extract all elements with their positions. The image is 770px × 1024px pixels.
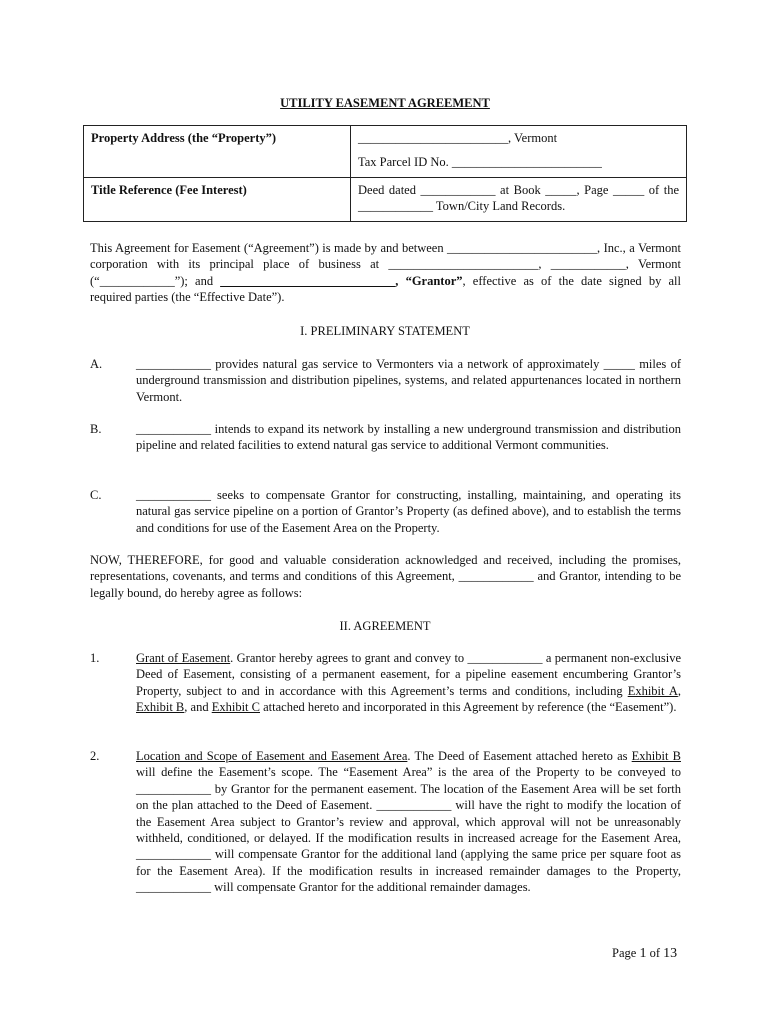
item-marker: 1. bbox=[90, 651, 100, 665]
agreement-item bbox=[90, 748, 681, 896]
preliminary-item bbox=[90, 356, 681, 405]
page-total: 13 bbox=[663, 946, 678, 961]
grantor-label: , “Grantor” bbox=[395, 273, 463, 288]
property-address-label: Property Address (the “Property”) bbox=[84, 126, 351, 178]
item-marker: C. bbox=[90, 488, 102, 502]
item-heading: Location and Scope of Easement and Easement Area bbox=[136, 749, 408, 763]
item-text bbox=[136, 748, 681, 896]
property-address-cell bbox=[351, 126, 687, 178]
item-text bbox=[136, 650, 681, 716]
title-reference-label: Title Reference (Fee Interest) bbox=[84, 177, 351, 221]
now-therefore-paragraph: NOW, THEREFORE, for good and valuable consideration acknowledged and received, including the promises, representations, covenants, and terms and conditions of this Agreement, ____________ and Grantor, intending to be legally bound, do hereby agree as follows: bbox=[90, 553, 681, 600]
intro-text-1: This Agreement for Easement (“Agreement”) is made by and between ________________________, Inc., a Vermont corporation with its principal place of business at ________________________, ____________, Vermont (“____________”); and bbox=[90, 241, 681, 288]
page-prefix: Page bbox=[612, 946, 640, 960]
item-marker: 2. bbox=[90, 749, 100, 763]
item-text-sep: , and bbox=[184, 700, 212, 715]
item-marker: A. bbox=[90, 357, 103, 371]
intro-text-2: , effective as of the date signed by all required parties (the “Effective Date”). bbox=[90, 273, 681, 305]
item-text: ____________ seeks to compensate Grantor for constructing, installing, maintaining, and operating its natural gas service pipeline on a portion of Grantor’s Property (as defined above), and to establish the terms and conditions for use of the Easement Area on the Property. bbox=[136, 488, 681, 535]
item-text-part: attached hereto and incorporated in this Agreement by reference (the “Easement”). bbox=[260, 700, 677, 715]
property-address-value: ________________________, Vermont bbox=[358, 131, 558, 145]
page-footer bbox=[612, 945, 677, 962]
title-reference-value: Deed dated ____________ at Book _____, Page _____ of the ____________ Town/City Land Records. bbox=[351, 177, 687, 221]
page-number: 1 bbox=[639, 946, 647, 961]
item-text-sep: , bbox=[677, 683, 681, 698]
section-heading-preliminary: I. PRELIMINARY STATEMENT bbox=[300, 324, 470, 338]
item-marker: B. bbox=[90, 422, 102, 436]
title-reference-row bbox=[84, 177, 687, 221]
section-heading-agreement: II. AGREEMENT bbox=[339, 619, 431, 633]
exhibit-a-ref: Exhibit A bbox=[627, 683, 678, 698]
preliminary-item bbox=[90, 487, 681, 536]
page-of: of bbox=[646, 946, 664, 960]
document-title: UTILITY EASEMENT AGREEMENT bbox=[280, 96, 490, 110]
agreement-item bbox=[90, 650, 681, 716]
property-table bbox=[83, 125, 687, 222]
exhibit-c-ref: Exhibit C bbox=[211, 700, 260, 715]
preliminary-item bbox=[90, 421, 681, 454]
item-text-part: will define the Easement’s scope. The “Easement Area” is the area of the Property to be conveyed to ____________ by Grantor for the permanent easement. The location of the Easement Area will be set forth on the plan attached to the Deed of Easement. ____________ will have the right to modify the location of the Easement Area subject to Grantor’s review and approval, which approval will not be unreasonably withheld, conditioned, or delayed. If the modification results in increased acreage for the Easement Area, ____________ will compensate Grantor for the additional land (applying the same price per square foot as for the Easement Area). If the modification results in increased remainder damages to the Property, ____________ will compensate Grantor for the additional remainder damages. bbox=[136, 765, 681, 895]
tax-parcel-value: Tax Parcel ID No. ________________________ bbox=[358, 155, 602, 170]
item-text-part: . Grantor hereby agrees to grant and convey to ____________ a permanent non-exclusive Deed of Easement, consisting of a permanent easement, for a pipeline easement encumbering Grantor’s Property, subject to and in accordance with this Agreement’s terms and conditions, including bbox=[136, 651, 681, 698]
property-address-row bbox=[84, 126, 687, 178]
intro-paragraph bbox=[90, 240, 681, 306]
item-text-part: . The Deed of Easement attached hereto as bbox=[407, 749, 632, 763]
item-heading: Grant of Easement bbox=[136, 651, 231, 665]
item-text: ____________ intends to expand its network by installing a new underground transmission and distribution pipeline and related facilities to extend natural gas service to additional Vermont communities. bbox=[136, 422, 681, 453]
grantor-blank: ____________________________ bbox=[220, 273, 396, 288]
item-text: ____________ provides natural gas service to Vermonters via a network of approximately _____ miles of underground transmission and distribution pipelines, systems, and related appurtenances located in northern Vermont. bbox=[136, 357, 681, 404]
exhibit-b-ref: Exhibit B bbox=[136, 700, 185, 715]
exhibit-b-ref: Exhibit B bbox=[631, 749, 681, 763]
